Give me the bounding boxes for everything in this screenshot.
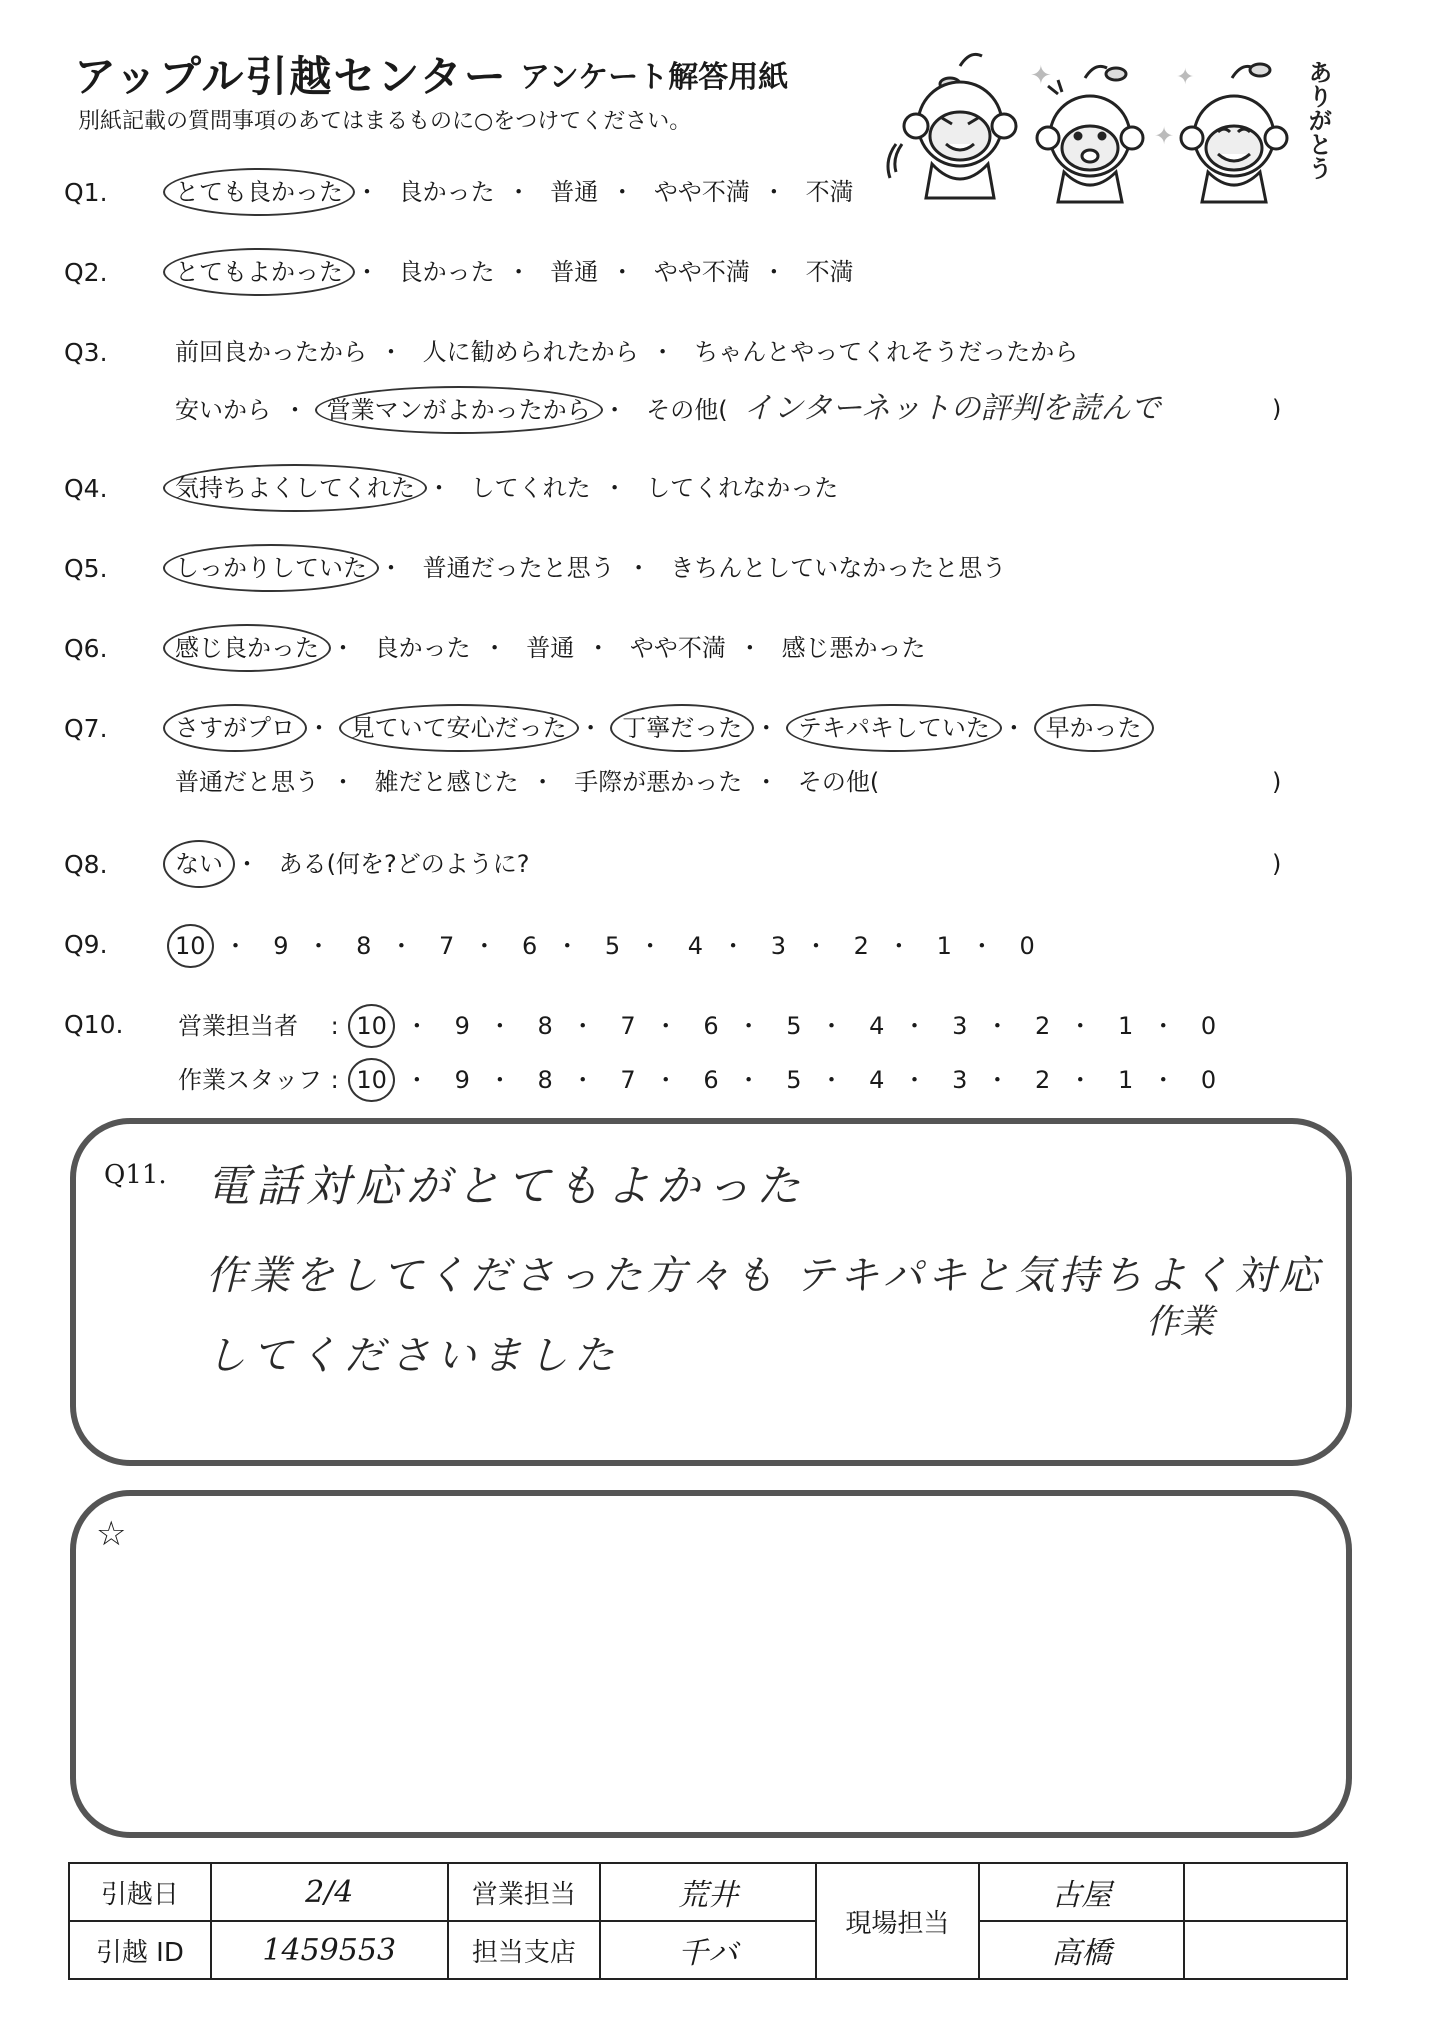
q2-label: Q2. — [64, 258, 108, 287]
q1-options: とても良かった ・ 良かった ・ 普通 ・ やや不満 ・ 不満 — [175, 172, 854, 212]
q3-option[interactable]: 人に勧められたから — [422, 338, 639, 366]
q6-label: Q6. — [64, 634, 108, 663]
q3-other-handwritten: インターネットの評判を読んで — [743, 391, 1161, 426]
q9-scale: 10 ・ 9 ・ 8 ・ 7 ・ 6 ・ 5 ・ 4 ・ 3 ・ 2 ・ 1 ・ 0 — [175, 924, 1035, 964]
q10-staff-score[interactable]: 6 — [703, 1066, 719, 1094]
q7-option[interactable]: 普通だと思う — [175, 768, 319, 796]
q10-staff-score[interactable]: 4 — [869, 1066, 885, 1094]
q10-sales-score[interactable]: 7 — [620, 1012, 636, 1040]
q9-score[interactable]: 8 — [356, 932, 372, 960]
monkey-mascot-illustration — [880, 44, 1350, 224]
q8-option[interactable]: ある(何を?どのように? — [278, 850, 530, 878]
q5-option-selected[interactable]: しっかりしていた — [163, 544, 379, 592]
q10-sales-scale: 営業担当者 : 10 ・ 9 ・ 8 ・ 7 ・ 6 ・ 5 ・ 4 ・ 3 ・ 2 ・ 1 ・ 0 — [178, 1004, 1216, 1044]
q9-score[interactable]: 0 — [1019, 932, 1035, 960]
q3-close-paren: ) — [1272, 395, 1282, 423]
q10-label: Q10. — [64, 1010, 124, 1039]
q6-option[interactable]: 感じ悪かった — [781, 634, 926, 662]
q10-sales-score[interactable]: 6 — [703, 1012, 719, 1040]
footer-blank-cell — [1184, 1863, 1347, 1921]
q10-staff-score[interactable]: 7 — [620, 1066, 636, 1094]
q1-option[interactable]: 不満 — [805, 178, 854, 206]
q2-option[interactable]: やや不満 — [653, 258, 750, 286]
svg-text:✦: ✦ — [1030, 61, 1052, 91]
q7-close-paren: ) — [1272, 768, 1282, 796]
svg-text:✦: ✦ — [1176, 65, 1195, 90]
q3-options-line2: 安いから ・ 営業マンがよかったから ・ その他( インターネットの評判を読んで — [175, 389, 1161, 429]
q10-sales-score[interactable]: 1 — [1117, 1012, 1134, 1040]
q4-label: Q4. — [64, 474, 108, 503]
q9-score[interactable]: 1 — [936, 932, 952, 960]
q10-sales-label: 営業担当者 — [178, 1012, 298, 1040]
q9-label: Q9. — [64, 930, 108, 959]
q2-option-selected[interactable]: とてもよかった — [163, 248, 355, 296]
q6-option-selected[interactable]: 感じ良かった — [163, 624, 331, 672]
q6-option[interactable]: 良かった — [374, 634, 471, 662]
q7-option-selected[interactable]: さすがプロ — [163, 704, 307, 752]
q5-option[interactable]: きちんとしていなかったと思う — [670, 554, 1007, 582]
q10-staff-score[interactable]: 1 — [1117, 1066, 1134, 1094]
site-rep-value-1: 古屋 — [979, 1863, 1184, 1921]
q8-options: ない ・ ある(何を?どのように? — [175, 844, 529, 884]
q8-option-selected[interactable]: ない — [163, 840, 235, 888]
q3-option-selected[interactable]: 営業マンがよかったから — [315, 386, 603, 434]
q5-options: しっかりしていた ・ 普通だったと思う ・ きちんとしていなかったと思う — [175, 548, 1006, 588]
q1-option[interactable]: やや不満 — [653, 178, 750, 206]
q9-score[interactable]: 7 — [439, 932, 455, 960]
q4-option[interactable]: してくれなかった — [646, 474, 839, 502]
site-rep-value-2: 高橋 — [979, 1921, 1184, 1979]
q4-option-selected[interactable]: 気持ちよくしてくれた — [163, 464, 427, 512]
q7-option-selected[interactable]: 早かった — [1034, 704, 1154, 752]
q9-score-selected[interactable]: 10 — [167, 924, 214, 968]
q11-comment-box[interactable] — [70, 1118, 1352, 1466]
q3-option-other[interactable]: その他( — [646, 396, 728, 424]
q3-option[interactable]: 前回良かったから — [175, 338, 367, 366]
q4-option[interactable]: してくれた — [470, 474, 591, 502]
move-id-value: 1459553 — [211, 1921, 448, 1979]
q10-staff-score[interactable]: 9 — [454, 1066, 470, 1094]
q9-score[interactable]: 6 — [521, 932, 538, 960]
q8-close-paren: ) — [1272, 850, 1282, 878]
q9-score[interactable]: 9 — [273, 932, 289, 960]
q10-colon: : — [330, 1012, 339, 1040]
star-icon: ☆ — [96, 1514, 127, 1554]
q1-option[interactable]: 普通 — [550, 178, 599, 206]
q5-label: Q5. — [64, 554, 108, 583]
q5-option[interactable]: 普通だったと思う — [422, 554, 615, 582]
move-date-label: 引越日 — [69, 1863, 211, 1921]
star-comment-box[interactable] — [70, 1490, 1352, 1838]
q10-sales-score[interactable]: 4 — [869, 1012, 885, 1040]
q3-option[interactable]: 安いから — [175, 396, 271, 424]
footer-blank-cell — [1184, 1921, 1347, 1979]
q4-options: 気持ちよくしてくれた ・ してくれた ・ してくれなかった — [175, 468, 838, 508]
move-id-label: 引越 ID — [69, 1921, 211, 1979]
move-date-value: 2/4 — [211, 1863, 448, 1921]
q10-staff-score[interactable]: 3 — [952, 1066, 968, 1094]
q6-option[interactable]: 普通 — [526, 634, 575, 662]
q10-staff-score[interactable]: 5 — [786, 1066, 802, 1094]
q10-staff-label: 作業スタッフ — [178, 1066, 322, 1094]
q2-option[interactable]: 不満 — [805, 258, 854, 286]
q7-options-line2: 普通だと思う ・ 雑だと感じた ・ 手際が悪かった ・ その他( — [175, 762, 879, 802]
form-subtitle: アンケート解答用紙 — [520, 60, 789, 95]
q9-score[interactable]: 2 — [853, 932, 869, 960]
q7-label: Q7. — [64, 714, 108, 743]
q7-option[interactable]: 手際が悪かった — [574, 768, 743, 796]
sales-rep-label: 営業担当 — [448, 1863, 600, 1921]
q10-sales-score[interactable]: 2 — [1035, 1012, 1051, 1040]
q11-handwritten-line1: 電話対応がとてもよかった — [206, 1161, 806, 1212]
q1-label: Q1. — [64, 178, 108, 207]
q10-sales-score[interactable]: 8 — [537, 1012, 553, 1040]
q10-staff-scale: 作業スタッフ : 10 ・ 9 ・ 8 ・ 7 ・ 6 ・ 5 ・ 4 ・ 3 ・ 2 ・ 1 ・ 0 — [178, 1058, 1216, 1098]
q7-option-other[interactable]: その他( — [797, 768, 880, 796]
q10-staff-score[interactable]: 8 — [537, 1066, 553, 1094]
q7-option-selected[interactable]: 丁寧だった — [610, 704, 754, 752]
q8-label: Q8. — [64, 850, 108, 879]
q9-score[interactable]: 3 — [770, 932, 786, 960]
q10-staff-score-selected[interactable]: 10 — [348, 1058, 395, 1102]
q10-sales-score[interactable]: 3 — [952, 1012, 968, 1040]
q10-sales-score[interactable]: 5 — [786, 1012, 802, 1040]
form-title: アップル引越センター — [74, 52, 508, 101]
q3-label: Q3. — [64, 338, 108, 367]
q10-sales-score[interactable]: 0 — [1200, 1012, 1217, 1040]
q9-score[interactable]: 5 — [604, 932, 621, 960]
q7-option-selected[interactable]: 見ていて安心だった — [339, 704, 579, 752]
q10-sales-score-selected[interactable]: 10 — [348, 1004, 395, 1048]
q3-option[interactable]: ちゃんとやってくれそうだったから — [694, 338, 1079, 366]
site-rep-label: 現場担当 — [816, 1863, 979, 1979]
q2-option[interactable]: 普通 — [550, 258, 599, 286]
q1-option[interactable]: 良かった — [398, 178, 495, 206]
q11-handwritten-line2: 作業をしてくださった方々も テキパキと気持ちよく対応 — [206, 1253, 1323, 1299]
q10-sales-score[interactable]: 9 — [454, 1012, 470, 1040]
q6-options: 感じ良かった ・ 良かった ・ 普通 ・ やや不満 ・ 感じ悪かった — [175, 628, 926, 668]
q7-options-line1: さすがプロ ・ 見ていて安心だった ・ 丁寧だった ・ テキパキしていた ・ 早かった — [175, 708, 1142, 748]
form-instructions: 別紙記載の質問事項のあてはまるものに○をつけてください。 — [78, 109, 692, 134]
q2-options: とてもよかった ・ 良かった ・ 普通 ・ やや不満 ・ 不満 — [175, 252, 854, 292]
footer-info-table — [68, 1862, 1348, 1980]
q9-score[interactable]: 4 — [687, 932, 704, 960]
sales-rep-value: 荒井 — [600, 1863, 816, 1921]
q10-colon: : — [330, 1066, 339, 1094]
branch-value: 千バ — [600, 1921, 816, 1979]
svg-text:✦: ✦ — [1154, 122, 1175, 150]
q11-handwritten-insert: 作業 — [1146, 1302, 1214, 1342]
q1-option-selected[interactable]: とても良かった — [163, 168, 355, 216]
q7-option[interactable]: 雑だと感じた — [374, 768, 519, 796]
q11-label: Q11. — [104, 1160, 167, 1190]
q11-handwritten-line3: してくださいました — [206, 1333, 620, 1379]
q6-option[interactable]: やや不満 — [629, 634, 726, 662]
q2-option[interactable]: 良かった — [398, 258, 495, 286]
q3-options-line1: 前回良かったから ・ 人に勧められたから ・ ちゃんとやってくれそうだったから — [175, 332, 1078, 372]
q10-staff-score[interactable]: 2 — [1035, 1066, 1051, 1094]
mascot-caption: ありがとう — [1304, 60, 1332, 180]
branch-label: 担当支店 — [448, 1921, 600, 1979]
q7-option-selected[interactable]: テキパキしていた — [786, 704, 1002, 752]
q10-staff-score[interactable]: 0 — [1200, 1066, 1217, 1094]
